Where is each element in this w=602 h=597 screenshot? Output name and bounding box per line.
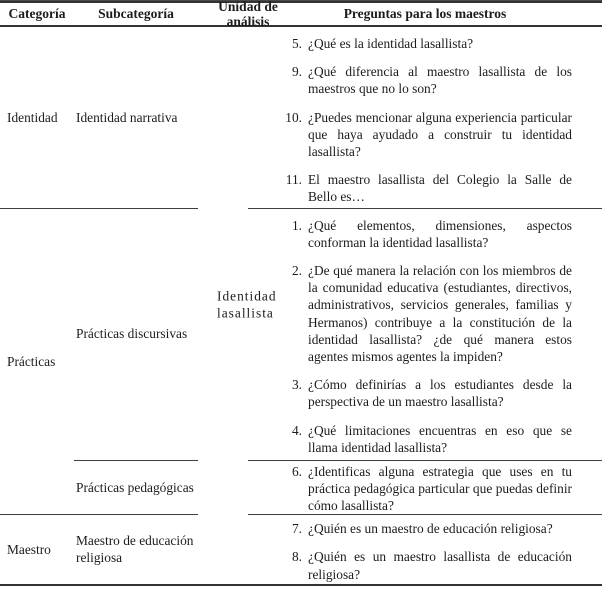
header-unidad-de-analisis [198, 0, 278, 29]
question-item [280, 109, 572, 161]
category-cell-practicas [0, 208, 74, 515]
question-number: 11. [285, 172, 302, 188]
row-practicas-pedagogicas [0, 460, 602, 515]
category-label: Maestro [7, 541, 51, 557]
question-text: ¿Qué es la identidad lasallista? [308, 36, 474, 51]
question-number: 2. [291, 262, 302, 278]
subcategory-label: Prácticas discursivas [76, 326, 188, 342]
table-header-row [0, 3, 602, 26]
questions-cell-practicas-discursivas [248, 208, 602, 460]
category-cell-maestro [0, 515, 74, 585]
question-text: ¿Qué elementos, dimensiones, aspectos conforman la identidad lasallista? [308, 217, 572, 250]
question-number: 8. [291, 549, 302, 565]
row-maestro [0, 515, 602, 585]
question-item [280, 520, 572, 537]
subcategory-cell-identidad-narrativa [74, 26, 198, 208]
questions-cell-identidad-narrativa [248, 26, 602, 208]
question-text: El maestro lasallista del Colegio la Salle de Bello es… [308, 172, 572, 205]
question-text: ¿Cómo definirías a los estudiantes desde la perspectiva de un maestro lasallista? [308, 377, 572, 410]
subcategory-label: Maestro de educación religiosa [76, 533, 194, 566]
question-number: 5. [291, 36, 302, 51]
question-number: 3. [291, 377, 302, 393]
question-text: ¿Quién es un maestro lasallista de educación religiosa? [308, 549, 572, 582]
question-text: ¿Quién es un maestro de educación religiosa? [308, 521, 553, 537]
header-categoria-label: Categoría [8, 6, 66, 21]
question-number: 10. [285, 109, 302, 125]
question-text: ¿Puedes mencionar alguna experiencia particular que haya ayudado a construir tu identidad lasallista? [308, 109, 572, 160]
question-item [280, 63, 572, 97]
header-categoria [0, 3, 74, 26]
row-practicas-discursivas [0, 208, 602, 460]
category-label: Prácticas [7, 353, 56, 369]
subcategory-label: Identidad narrativa [76, 109, 178, 125]
header-subcategoria [74, 3, 198, 26]
question-text: ¿Qué diferencia al maestro lasallista de los maestros que no lo son? [308, 64, 572, 97]
unit-of-analysis-label: Identidad lasallista [217, 288, 277, 321]
question-item [280, 376, 572, 410]
question-item [280, 463, 572, 515]
category-label: Identidad [7, 109, 58, 125]
question-text: ¿Identificas alguna estrategia que uses en tu práctica pedagógica particular que puedas definir cómo lasallista? [308, 463, 572, 513]
subcategory-label: Prácticas pedagógicas [76, 479, 194, 495]
subcategory-cell-practicas-pedagogicas [74, 460, 198, 515]
subcategory-cell-maestro-educacion-religiosa [74, 515, 198, 585]
subcategory-cell-practicas-discursivas [74, 208, 198, 460]
header-subcategoria-label: Subcategoría [98, 6, 174, 21]
question-number: 6. [291, 463, 302, 479]
question-item [280, 422, 572, 456]
questions-cell-maestro-educacion-religiosa [248, 515, 602, 585]
question-text: ¿De qué manera la relación con los miembros de la comunidad educativa (estudiantes, directivos, administrativos, servicios generales, familias y Hermanos) contribuye a la constitución de la identidad lasallista? ¿de qué manera estos agentes mismos agentes la impiden? [308, 262, 572, 364]
row-identidad [0, 26, 602, 208]
question-number: 4. [291, 422, 302, 438]
question-item [280, 262, 572, 365]
question-number: 1. [291, 217, 302, 233]
question-number: 7. [291, 521, 302, 537]
category-cell-identidad [0, 26, 74, 208]
question-text: ¿Qué limitaciones encuentras en eso que se llama identidad lasallista? [308, 422, 572, 455]
unit-of-analysis-cell [198, 26, 277, 585]
header-unidad-de-analisis-label: Unidad de análisis [218, 0, 278, 29]
question-item [280, 548, 572, 582]
header-preguntas [248, 3, 602, 26]
question-item [280, 217, 572, 251]
header-preguntas-label: Preguntas para los maestros [343, 6, 507, 21]
question-item [280, 35, 572, 52]
questions-cell-practicas-pedagogicas [248, 460, 602, 515]
question-item [280, 171, 572, 205]
question-number: 9. [291, 64, 302, 80]
